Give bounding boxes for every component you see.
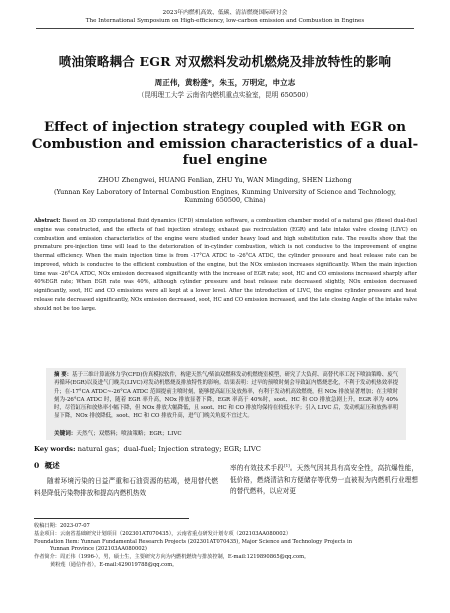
abstract-cn-label: 摘 要： xyxy=(54,372,73,378)
running-header-cn: 2023年内燃机高效、低碳、清洁燃烧国际研讨会 xyxy=(162,10,288,16)
keywords-cn xyxy=(54,430,398,438)
body-right-text-b: 。天然气因其具有高安全性，高抗爆性能，低价格，燃烧清洁和方便储存等优势一直被视为内燃机行业理想的替代燃料，以应对更 xyxy=(230,464,419,496)
keywords-cn-text: 天然气；双燃料；喷油策略；EGR；LIVC xyxy=(76,431,182,437)
footnote-divider xyxy=(34,518,189,519)
keywords-en-text: natural gas；dual-fuel; Injection strategy; EGR; LIVC xyxy=(75,445,261,453)
section-heading xyxy=(34,461,60,471)
section-title: 概述 xyxy=(44,461,60,470)
corresponding-author: 黄粉莲（通信作者），E-mail:429019788@qq.com。 xyxy=(50,561,178,568)
keywords-cn-label: 关键词： xyxy=(54,431,77,437)
citation-ref: [1] xyxy=(284,463,290,468)
paper-title-en: Effect of injection strategy coupled with EGR on Combustion and emission characteristics of a dual-fuel engine xyxy=(31,119,419,168)
authors-en: ZHOU Zhengwei, HUANG Fenlian, ZHU Yu, WAN Mingding, SHEN Lizhong xyxy=(98,176,352,184)
section-number: 0 xyxy=(34,461,40,470)
abstract-cn-text: 基于三维计算流体力学(CFD)仿真模拟软件，构建天然气/柴油双燃料发动机燃烧室模型，研究了大负荷、高替代率工况下喷油策略、废气再循环(EGR)以及进气门晚关(LIVC)对发动机燃烧及排放特性的影响。结果表明：过早的预喷时刻会导致缸内燃烧恶化，不利于发动机热效率提升；在-17°CA ATDC~-26°CA ATDC 范围提前主喷时刻，能够提高缸压及放热率，有利于发动机高效燃烧，但 NOx 排放显著增加；在主喷时刻为-26°CA ATDC 时，随着 EGR 率升高，NOx 排放显著下降，EGR 率高于 40%时，soot、HC 和 CO 排放急剧上升，EGR 率为 40%时，尽管缸压和放热率小幅下降，但 NOx 排放大幅降低，且 soot、HC 和 CO 排放均保持在较低水平；引入 LIVC 后，发动机缸压和放热率明显下降，NOx 排放降低，soot、HC 和 CO 排放升高，进气门晚关角度不宜过大。 xyxy=(54,372,398,420)
authors-cn: 周正伟，黄粉莲*，朱玉，万明定，申立志 xyxy=(154,78,296,87)
received-date: 收稿日期：2023-07-07 xyxy=(34,523,90,529)
abstract-cn xyxy=(54,371,398,421)
footnotes xyxy=(34,523,417,570)
body-left-column: 随着环境污染的日益严重和石油资源的枯竭，使用替代燃料是降低污染物排放和提高内燃机热效 xyxy=(34,477,218,497)
header-divider xyxy=(36,28,414,29)
body-right-column xyxy=(230,460,418,498)
running-header-en: The International Symposium on High-efficiency, low-carbon emission and Combustion in Engines xyxy=(85,18,365,24)
keywords-en-label: Key words: xyxy=(34,445,76,453)
affiliation-cn: （昆明理工大学 云南省内燃机重点实验室，昆明 650500） xyxy=(137,91,313,99)
author-bio: 作者简介：周正伟（1996-），男，硕士生，主要研究方向为内燃机燃烧与排放控制，E-mail:1219890865@qq.com。 xyxy=(34,554,310,561)
foundation-cn: 基金项目：云南省基础研究计划项目（202301AT070435），云南省重点研发计划专项（202103AA080002） xyxy=(34,530,292,537)
abstract-en xyxy=(34,217,417,313)
foundation-en: Foundation Item: Yunnan Fundamental Research Projects (202301AT070435), Major Science and Technology Projects in xyxy=(34,538,353,545)
foundation-en-cont: Yunnan Province (202103AA080002) xyxy=(50,546,147,553)
keywords-en xyxy=(34,445,417,454)
abstract-en-text: Based on 3D computational fluid dynamics (CFD) simulation software, a combustion chamber model of a natural gas /diesel dual-fuel engine was constructed, and the effects of fuel injection strategy, exhaust gas recirculation (EGR) and late intake valve closing (LIVC) on combustion and emission characteristics of the engine were studied under heavy load and high substitution rate. The results show that the premature pre-injection time will lead to the deterioration of in-cylinder combustion, which is not conducive to the improvement of engine thermal efficiency. When the main injection time is from -17°CA ATDC to -26°CA ATDC, the cylinder pressure and heat release rate can be improved, which is conducive to the efficient combustion of the engine, but the NOx emission increases significantly. When the main injection time was -26°CA ATDC, NOx emission decreased significantly with the increase of EGR rate; soot, HC and CO emissions increased sharply after 40%EGR rate; When EGR rate was 40%, although cylinder pressure and heat release rate decreased slightly, NOx emission decreased significantly, soot, HC and CO emissions were all kept at a lower level. After the introduction of LIVC, the engine cylinder pressure and heat release rate decreased significantly, NOx emission decreased, soot, HC and CO emission increased, and the late closing Angle of the intake valve should not be too large. xyxy=(34,218,418,312)
paper-title-cn: 喷油策略耦合 EGR 对双燃料发动机燃烧及排放特性的影响 xyxy=(58,54,392,69)
body-right-text-a: 率的有效技术手段 xyxy=(230,464,285,473)
affiliation-en: (Yunnan Key Laboratory of Internal Combustion Engines, Kunming University of Science and Technology, Kunming 650500, China) xyxy=(53,188,397,205)
abstract-en-label: Abstract: xyxy=(34,218,61,224)
